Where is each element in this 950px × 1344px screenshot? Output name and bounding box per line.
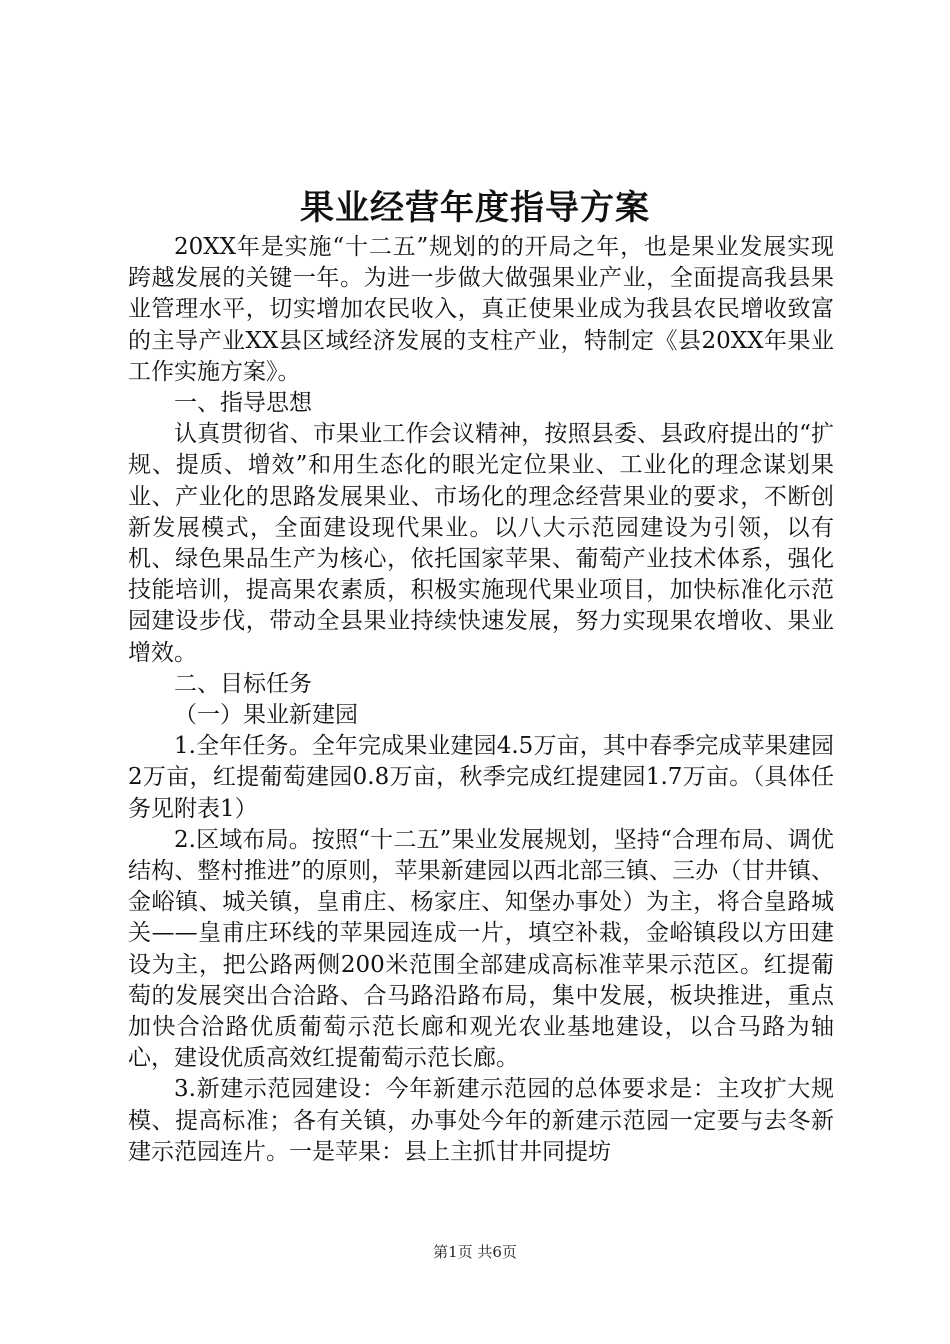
section-heading-guiding-thought: 一、指导思想 (174, 390, 312, 417)
section-heading-targets: 二、目标任务 (174, 670, 312, 697)
intro-paragraph: 20XX年是实施“十二五”规划的的开局之年，也是果业发展实现跨越发展的关键一年。为进一步做大做强果业产业，全面提高我县果业管理水平，切实增加农民收入，真正使果业成为我县农民增收致富的主导产业XX县区域经济发展的支柱产业，特制定《县20XX年果业工作实施方案》。 (128, 234, 834, 385)
demo-orchard-paragraph: 3.新建示范园建设：今年新建示范园的总体要求是：主攻扩大规模、提高标准；各有关镇，办事处今年的新建示范园一定要与去冬新建示范园连片。一是苹果：县上主抓甘井同提坊 (128, 1076, 834, 1165)
guiding-thought-paragraph: 认真贯彻省、市果业工作会议精神，按照县委、县政府提出的“扩规、提质、增效”和用生态化的眼光定位果业、工业化的理念谋划果业、产业化的思路发展果业、市场化的理念经营果业的要求，不断创新发展模式，全面建设现代果业。以八大示范园建设为引领，以有机、绿色果品生产为核心，依托国家苹果、葡萄产业技术体系，强化技能培训，提高果农素质，积极实施现代果业项目，加快标准化示范园建设步伐，带动全县果业持续快速发展，努力实现果农增收、果业增效。 (128, 421, 834, 666)
document-title: 果业经营年度指导方案 (300, 188, 650, 228)
document-body (128, 232, 834, 1168)
regional-layout-paragraph: 2.区域布局。按照“十二五”果业发展规划，坚持“合理布局、调优结构、整村推进”的原则，苹果新建园以西北部三镇、三办（甘井镇、金峪镇、城关镇，皇甫庄、杨家庄、知堡办事处）为主，将合皇路城关——皇甫庄环线的苹果园连成一片，填空补栽，金峪镇段以方田建设为主，把公路两侧200米范围全部建成高标准苹果示范区。红提葡萄的发展突出合洽路、合马路沿路布局，集中发展，板块推进，重点加快合洽路优质葡萄示范长廊和观光农业基地建设，以合马路为轴心，建设优质高效红提葡萄示范长廊。 (128, 826, 834, 1072)
subsection-heading-new-orchards: （一）果业新建园 (174, 702, 358, 729)
annual-task-paragraph: 1.全年任务。全年完成果业建园4.5万亩，其中春季完成苹果建园2万亩，红提葡萄建园0.8万亩，秋季完成红提建园1.7万亩。（具体任务见附表1） (128, 733, 834, 822)
page-footer: 第1页 共6页 (433, 1243, 517, 1261)
